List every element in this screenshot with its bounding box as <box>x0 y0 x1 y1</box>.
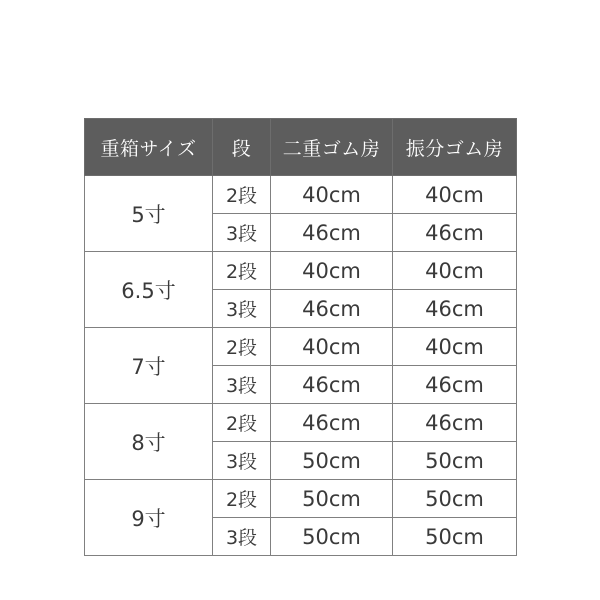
column-header-double-rubber-tassel: 二重ゴム房 <box>271 119 393 176</box>
cell-step: 2段 <box>213 176 271 214</box>
cell-size: 6.5寸 <box>85 252 213 328</box>
cell-split-rubber-tassel: 46cm <box>393 290 517 328</box>
table-header <box>85 119 517 176</box>
cell-step: 3段 <box>213 518 271 556</box>
cell-double-rubber-tassel: 50cm <box>271 480 393 518</box>
cell-step: 3段 <box>213 214 271 252</box>
table-row <box>85 328 517 366</box>
cell-double-rubber-tassel: 46cm <box>271 404 393 442</box>
table-row <box>85 480 517 518</box>
cell-double-rubber-tassel: 50cm <box>271 442 393 480</box>
cell-step: 2段 <box>213 252 271 290</box>
cell-size: 7寸 <box>85 328 213 404</box>
cell-size: 9寸 <box>85 480 213 556</box>
cell-double-rubber-tassel: 46cm <box>271 214 393 252</box>
table-row <box>85 176 517 214</box>
table-row <box>85 404 517 442</box>
cell-step: 2段 <box>213 480 271 518</box>
column-header-split-rubber-tassel: 振分ゴム房 <box>393 119 517 176</box>
cell-step: 3段 <box>213 442 271 480</box>
cell-step: 2段 <box>213 404 271 442</box>
cell-step: 3段 <box>213 290 271 328</box>
cell-double-rubber-tassel: 46cm <box>271 366 393 404</box>
cell-split-rubber-tassel: 40cm <box>393 328 517 366</box>
cell-split-rubber-tassel: 50cm <box>393 442 517 480</box>
cell-split-rubber-tassel: 50cm <box>393 518 517 556</box>
cell-size: 5寸 <box>85 176 213 252</box>
table-body <box>85 176 517 556</box>
cell-size: 8寸 <box>85 404 213 480</box>
table-row <box>85 252 517 290</box>
column-header-size: 重箱サイズ <box>85 119 213 176</box>
table-header-row <box>85 119 517 176</box>
cell-split-rubber-tassel: 40cm <box>393 176 517 214</box>
cell-double-rubber-tassel: 40cm <box>271 328 393 366</box>
size-chart <box>84 118 516 556</box>
cell-split-rubber-tassel: 50cm <box>393 480 517 518</box>
cell-double-rubber-tassel: 40cm <box>271 252 393 290</box>
size-table <box>84 118 517 556</box>
column-header-step: 段 <box>213 119 271 176</box>
cell-double-rubber-tassel: 40cm <box>271 176 393 214</box>
cell-split-rubber-tassel: 40cm <box>393 252 517 290</box>
cell-double-rubber-tassel: 50cm <box>271 518 393 556</box>
cell-split-rubber-tassel: 46cm <box>393 214 517 252</box>
cell-step: 2段 <box>213 328 271 366</box>
cell-double-rubber-tassel: 46cm <box>271 290 393 328</box>
cell-step: 3段 <box>213 366 271 404</box>
cell-split-rubber-tassel: 46cm <box>393 404 517 442</box>
cell-split-rubber-tassel: 46cm <box>393 366 517 404</box>
